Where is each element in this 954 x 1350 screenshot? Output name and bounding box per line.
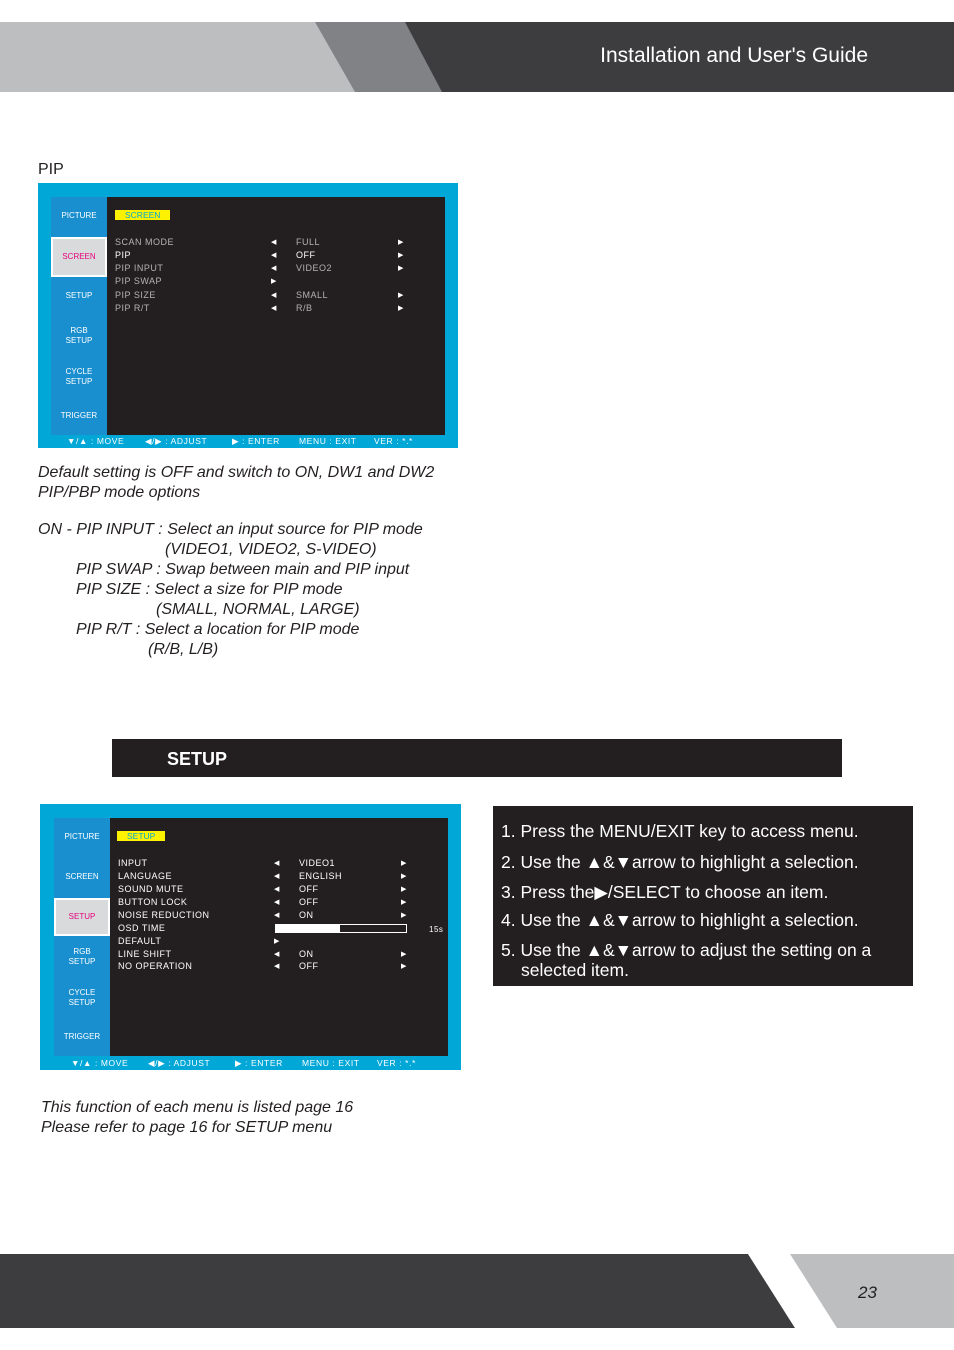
osd-sidebar xyxy=(51,197,107,435)
step-item xyxy=(501,940,871,960)
arrow-left-icon: ◀ xyxy=(274,951,280,958)
osd-row-label: NO OPERATION xyxy=(118,961,193,971)
step-text: selected item. xyxy=(521,960,629,980)
pip-desc-line: (VIDEO1, VIDEO2, S-VIDEO) xyxy=(165,541,377,558)
osd-row-value: ON xyxy=(299,910,314,920)
osd-tab-rgb-setup xyxy=(51,326,107,346)
osd-pip-screenshot xyxy=(38,183,458,448)
osd-row-value: VIDEO2 xyxy=(296,263,333,273)
arrow-right-icon: ▶ xyxy=(401,899,407,906)
osd-tab-picture: PICTURE xyxy=(61,211,97,220)
osd-tab-rgb-setup xyxy=(54,947,110,967)
osd-tab-trigger: TRIGGER xyxy=(63,1032,101,1041)
arrow-left-icon: ◀ xyxy=(271,292,277,299)
pip-desc-line: PIP/PBP mode options xyxy=(38,484,201,501)
osd-tab-cycle-setup xyxy=(54,988,110,1008)
footer-band xyxy=(0,1254,954,1328)
arrow-right-icon: ▶ xyxy=(398,265,404,272)
step-text: Press the▶/SELECT to choose an item. xyxy=(520,882,829,902)
osd-tab-setup xyxy=(54,898,110,936)
arrow-left-icon: ◀ xyxy=(271,252,277,259)
pip-desc-line: PIP R/T : Select a location for PIP mode xyxy=(76,621,360,638)
osd-footer-ver: VER : *.* xyxy=(374,436,413,446)
osd-content xyxy=(107,197,445,435)
osd-row-value: OFF xyxy=(299,897,319,907)
osd-row-value: VIDEO1 xyxy=(299,858,336,868)
osd-row-label: SOUND MUTE xyxy=(118,884,184,894)
arrow-left-icon: ◀ xyxy=(274,912,280,919)
osd-tab-cycle-setup xyxy=(51,367,107,387)
arrow-right-icon: ▶ xyxy=(401,860,407,867)
osd-tab-screen xyxy=(51,237,107,277)
osd-row-label: LINE SHIFT xyxy=(118,949,172,959)
osd-tab-picture: PICTURE xyxy=(64,832,100,841)
osd-footer-move: ▼/▲ : MOVE xyxy=(67,436,125,446)
arrow-left-icon: ◀ xyxy=(274,886,280,893)
osd-footer-adjust: ◀/▶ : ADJUST xyxy=(148,1058,211,1068)
osd-row-value: R/B xyxy=(296,303,313,313)
osd-row-value: OFF xyxy=(296,250,316,260)
osd-row-label: PIP SIZE xyxy=(115,290,156,300)
osd-tab-rgb-line2: SETUP xyxy=(65,336,93,345)
osd-time-slider-fill xyxy=(276,925,340,932)
arrow-right-icon: ▶ xyxy=(401,912,407,919)
osd-footer-enter: ▶ : ENTER xyxy=(235,1058,283,1068)
osd-row-value: OFF xyxy=(299,884,319,894)
step-item xyxy=(501,852,859,872)
step-number: 5. xyxy=(501,940,516,960)
osd-footer-enter: ▶ : ENTER xyxy=(232,436,280,446)
pip-desc-line: ON - PIP INPUT : Select an input source for PIP mode xyxy=(38,521,423,538)
arrow-left-icon: ◀ xyxy=(274,860,280,867)
instruction-steps-box xyxy=(493,806,913,986)
osd-tab-cycle-line1: CYCLE xyxy=(65,367,93,376)
step-number: 3. xyxy=(501,882,516,902)
osd-footer-ver: VER : *.* xyxy=(377,1058,416,1068)
osd-row-label: SCAN MODE xyxy=(115,237,175,247)
step-text: Use the ▲&▼arrow to highlight a selection. xyxy=(520,852,859,872)
arrow-left-icon: ◀ xyxy=(274,899,280,906)
osd-row-label: INPUT xyxy=(118,858,148,868)
osd-footer-move: ▼/▲ : MOVE xyxy=(71,1058,129,1068)
arrow-left-icon: ◀ xyxy=(271,239,277,246)
osd-row-label: DEFAULT xyxy=(118,936,162,946)
osd-row-label: OSD TIME xyxy=(118,923,166,933)
osd-row-label: PIP xyxy=(115,250,132,260)
page-number: 23 xyxy=(858,1283,877,1302)
arrow-left-icon: ◀ xyxy=(271,265,277,272)
step-item xyxy=(501,882,828,902)
pip-desc-line: PIP SWAP : Swap between main and PIP input xyxy=(76,561,410,578)
arrow-left-icon: ◀ xyxy=(274,963,280,970)
arrow-right-icon: ▶ xyxy=(271,278,277,285)
osd-row-value: SMALL xyxy=(296,290,329,300)
setup-section-title: SETUP xyxy=(167,749,228,769)
step-item xyxy=(501,910,859,930)
setup-note-line: Please refer to page 16 for SETUP menu xyxy=(41,1119,333,1136)
osd-row-label: LANGUAGE xyxy=(118,871,173,881)
setup-note-line: This function of each menu is listed page 16 xyxy=(41,1099,354,1116)
osd-row-label: BUTTON LOCK xyxy=(118,897,188,907)
arrow-right-icon: ▶ xyxy=(401,963,407,970)
arrow-right-icon: ▶ xyxy=(398,252,404,259)
osd-row-label: PIP SWAP xyxy=(115,276,163,286)
osd-time-value: 15s xyxy=(429,925,444,934)
arrow-right-icon: ▶ xyxy=(398,305,404,312)
step-text: Press the MENU/EXIT key to access menu. xyxy=(520,821,859,841)
osd-tab-cycle-line2: SETUP xyxy=(65,377,93,386)
osd-title-chip: SCREEN xyxy=(115,210,170,220)
osd-row-value: ON xyxy=(299,949,314,959)
step-text: Use the ▲&▼arrow to adjust the setting on a xyxy=(520,940,872,960)
osd-tab-setup-label: SETUP xyxy=(68,912,96,921)
step-item-continued xyxy=(521,960,629,980)
osd-row-value: OFF xyxy=(299,961,319,971)
arrow-left-icon: ◀ xyxy=(271,305,277,312)
osd-tab-screen: SCREEN xyxy=(65,872,99,881)
osd-footer-menu: MENU : EXIT xyxy=(299,436,357,446)
osd-tab-trigger: TRIGGER xyxy=(60,411,98,420)
step-number: 4. xyxy=(501,910,516,930)
arrow-right-icon: ▶ xyxy=(401,886,407,893)
osd-row-value: FULL xyxy=(296,237,321,247)
osd-tab-rgb-line1: RGB xyxy=(73,947,91,956)
pip-section-label: PIP xyxy=(38,161,64,178)
pip-desc-line: (SMALL, NORMAL, LARGE) xyxy=(156,601,360,618)
step-item xyxy=(501,821,859,841)
pip-desc-line: Default setting is OFF and switch to ON, DW1 and DW2 xyxy=(38,464,435,481)
osd-row-label: PIP INPUT xyxy=(115,263,164,273)
osd-footer-menu: MENU : EXIT xyxy=(302,1058,360,1068)
arrow-right-icon: ▶ xyxy=(401,873,407,880)
osd-tab-rgb-line1: RGB xyxy=(70,326,88,335)
arrow-right-icon: ▶ xyxy=(398,292,404,299)
page-header-title: Installation and User's Guide xyxy=(600,44,868,67)
osd-tab-setup: SETUP xyxy=(65,291,93,300)
step-text: Use the ▲&▼arrow to highlight a selection. xyxy=(520,910,859,930)
arrow-right-icon: ▶ xyxy=(398,239,404,246)
osd-row-value: ENGLISH xyxy=(299,871,343,881)
osd-setup-screenshot xyxy=(40,804,461,1070)
arrow-right-icon: ▶ xyxy=(401,951,407,958)
osd-tab-screen-label: SCREEN xyxy=(62,252,96,261)
osd-title-chip: SETUP xyxy=(117,831,165,841)
osd-content xyxy=(110,818,448,1056)
arrow-right-icon: ▶ xyxy=(274,938,280,945)
osd-tab-rgb-line2: SETUP xyxy=(68,957,96,966)
osd-row-label: PIP R/T xyxy=(115,303,150,313)
pip-desc-line: PIP SIZE : Select a size for PIP mode xyxy=(76,581,343,598)
step-number: 1. xyxy=(501,821,516,841)
osd-time-slider xyxy=(275,924,407,933)
osd-sidebar xyxy=(54,818,110,1056)
osd-tab-cycle-line1: CYCLE xyxy=(68,988,96,997)
osd-tab-cycle-line2: SETUP xyxy=(68,998,96,1007)
osd-row-label: NOISE REDUCTION xyxy=(118,910,210,920)
arrow-left-icon: ◀ xyxy=(274,873,280,880)
pip-desc-line: (R/B, L/B) xyxy=(148,641,219,658)
osd-footer-adjust: ◀/▶ : ADJUST xyxy=(145,436,208,446)
step-number: 2. xyxy=(501,852,516,872)
